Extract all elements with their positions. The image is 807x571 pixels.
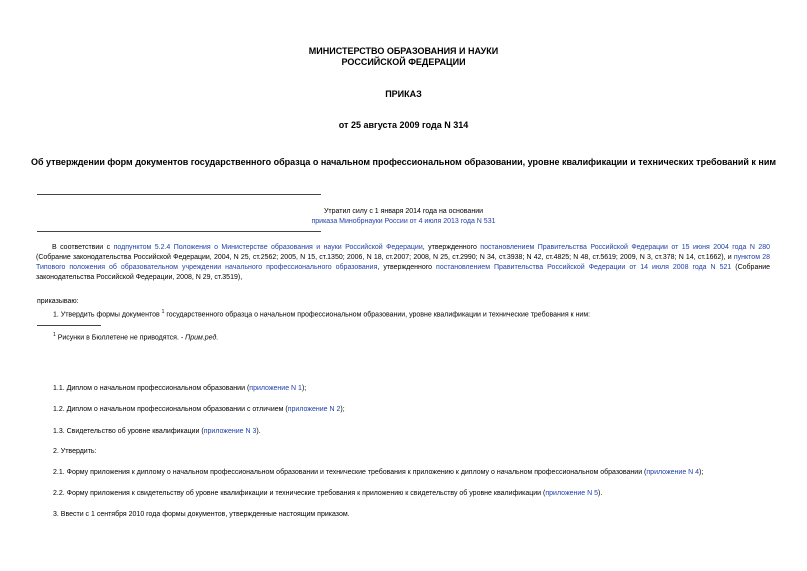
item-1-2: 1.2. Диплом о начальном профессиональном образовании с отличием (приложение N 2);	[53, 406, 345, 413]
link-appendix-5[interactable]: приложение N 5	[545, 490, 599, 497]
date-number: от 25 августа 2009 года N 314	[338, 120, 469, 130]
item-3: 3. Ввести с 1 сентября 2010 года формы документов, утвержденные настоящим приказом.	[53, 511, 350, 518]
footnote-divider	[37, 325, 101, 326]
order-word: приказываю:	[37, 298, 79, 305]
link-appendix-2[interactable]: приложение N 2	[287, 406, 341, 413]
item-2: 2. Утвердить:	[53, 448, 97, 455]
footnote-ref[interactable]: 1	[161, 309, 165, 315]
preamble-paragraph: В соответствии с подпунктом 5.2.4 Положения о Министерстве образования и науки Российской Федерации, утвержденного постановлением Правительства Российской Федерации от 15 июня 2004 года N 280 (Собрание законодательства Российской Федерации, 2004, N 25, ст.2562; 2005, N 15, ст.1350; 2006, N 18, ст.2007; 2008, N 25, ст.2990; N 34, ст.3938; N 42, ст.4825; N 48, ст.5619; 2009, N 3, ст.378; N 14, ст.1662), и пунктом 28 Типового положения об образовательном учреждении начального профессионального образования, утвержденного постановлением Правительства Российской Федерации от 14 июля 2008 года N 521 (Собрание законодательства Российской Федерации, 2008, N 29, ст.3519),	[36, 244, 771, 281]
ministry-line1: МИНИСТЕРСТВО ОБРАЗОВАНИЯ И НАУКИ	[308, 46, 499, 56]
ministry-line2: РОССИЙСКОЙ ФЕДЕРАЦИИ	[341, 57, 466, 67]
divider-top	[37, 194, 321, 195]
item-2-2: 2.2. Форму приложения к свидетельству об уровне квалификации и технические требования к приложению к свидетельству об уровне квалификации (приложение N 5).	[53, 490, 603, 497]
item-1-1: 1.1. Диплом о начальном профессиональном образовании (приложение N 1);	[53, 385, 307, 392]
link-regulation-5-2-4[interactable]: подпунктом 5.2.4 Положения о Министерстве образования и науки Российской Федерации	[113, 244, 423, 251]
item-2-1: 2.1. Форму приложения к диплому о начальном профессиональном образовании и технические требования к приложению к диплому о начальном профессиональном образовании (приложение N 4);	[53, 469, 704, 476]
item-1-3: 1.3. Свидетельство об уровне квалификации (приложение N 3).	[53, 428, 261, 435]
link-appendix-3[interactable]: приложение N 3	[203, 428, 257, 435]
link-decree-521[interactable]: постановлением Правительства Российской Федерации от 14 июля 2008 года N 521	[436, 264, 732, 271]
footnote: $^1$ Рисунки в Бюллетене не приводятся. - Прим.ред.	[53, 332, 219, 342]
link-decree-280[interactable]: постановлением Правительства Российской Федерации от 15 июня 2004 года N 280	[480, 244, 771, 251]
item-1: 1. Утвердить формы документов $^1$ государственного образца о начальном профессиональном образовании, уровне квалификации и технические требования к ним:	[53, 309, 591, 319]
doc-type: ПРИКАЗ	[385, 89, 422, 99]
link-clause-28[interactable]: пунктом 28 Типового положения об образовательном учреждении начального профессионального образования	[36, 254, 770, 271]
status-repeal-link[interactable]: приказа Минобрнауки России от 4 июля 2013 года N 531	[311, 218, 496, 225]
link-appendix-1[interactable]: приложение N 1	[249, 385, 302, 392]
status-line1: Утратил силу с 1 января 2014 года на основании	[323, 208, 484, 215]
link-appendix-4[interactable]: приложение N 4	[646, 469, 700, 476]
divider-bottom	[37, 231, 321, 232]
document-title: Об утверждении форм документов государственного образца о начальном профессиональном образовании, уровне квалификации и технических требований к ним	[30, 157, 777, 167]
